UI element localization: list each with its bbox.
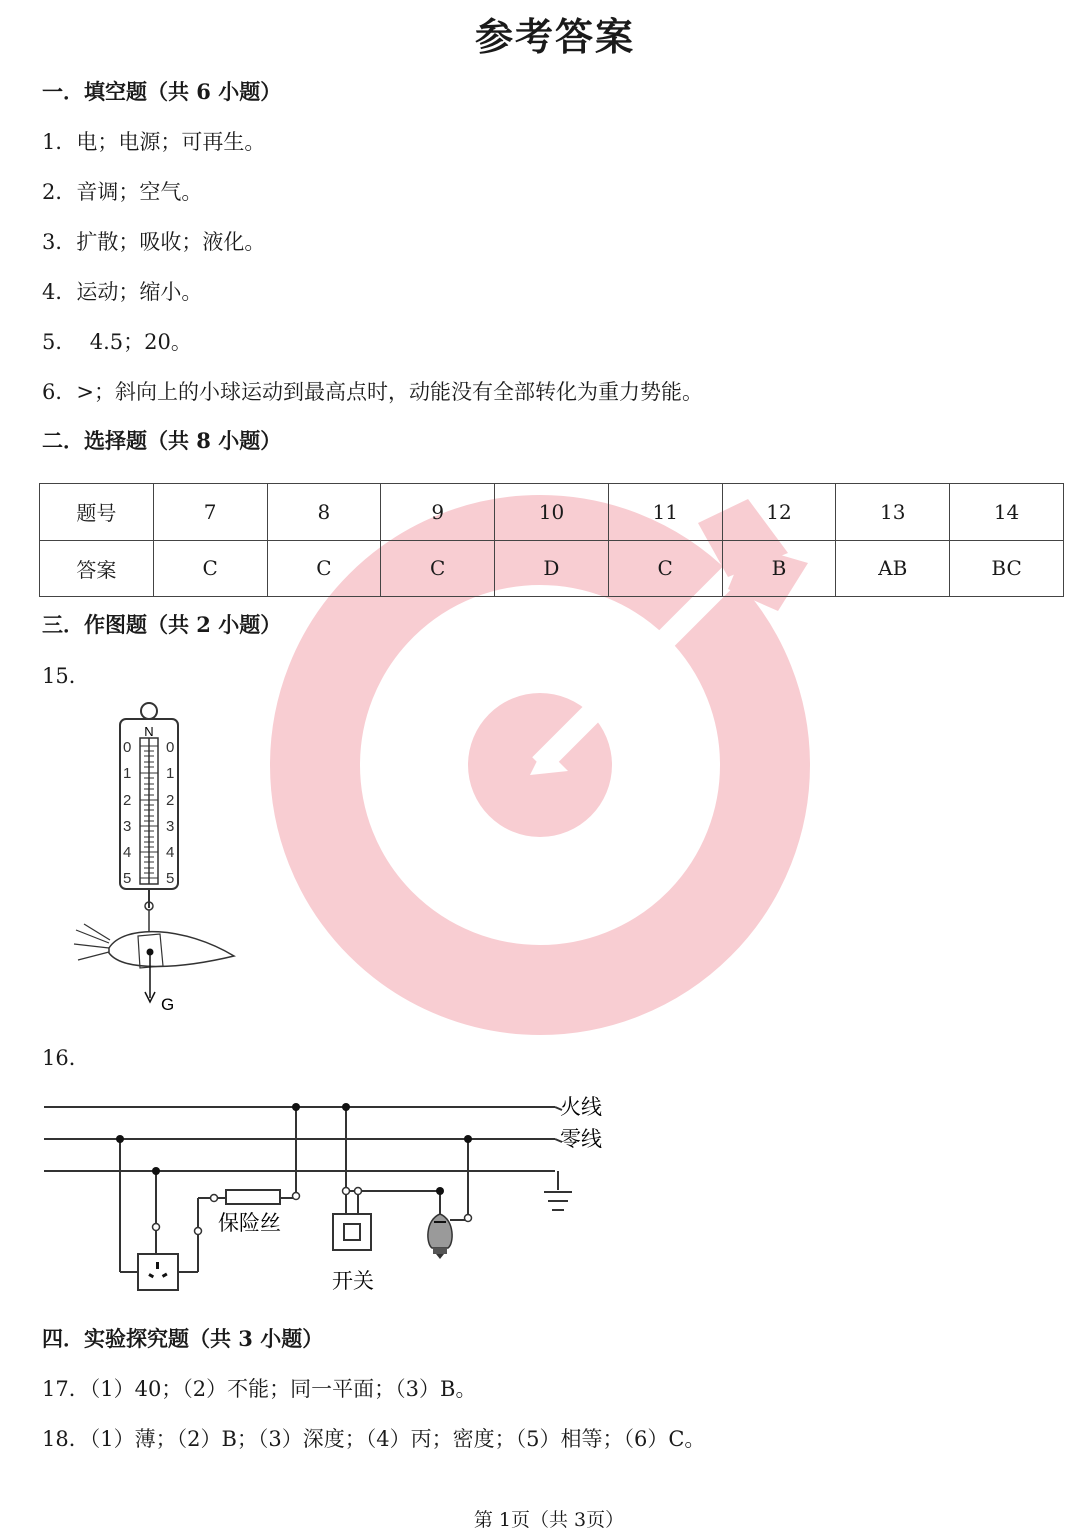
scale-tick-label: 3 bbox=[166, 818, 175, 835]
live-wire-label: 火线 bbox=[560, 1095, 602, 1119]
switch-label: 开关 bbox=[332, 1269, 374, 1293]
table-cell: 9 bbox=[381, 484, 495, 541]
scale-tick-label: 4 bbox=[123, 844, 132, 861]
table-cell: 13 bbox=[836, 484, 950, 541]
spring-scale-figure bbox=[64, 698, 244, 1028]
answer-6: 6．>；斜向上的小球运动到最高点时，动能没有全部转化为重力势能。 bbox=[42, 380, 703, 404]
scale-tick-label: 0 bbox=[166, 739, 175, 756]
page-title: 参考答案 bbox=[474, 14, 635, 59]
table-cell: 8 bbox=[267, 484, 381, 541]
question-16-number: 16． bbox=[42, 1046, 90, 1070]
bulb-icon bbox=[428, 1214, 452, 1259]
answer-17: 17．（1）40；（2）不能；同一平面；（3）B。 bbox=[42, 1377, 477, 1401]
scale-tick-label: 5 bbox=[123, 870, 132, 887]
answer-5: 5． 4.5；20。 bbox=[42, 330, 192, 354]
scale-tick-label: 3 bbox=[123, 818, 132, 835]
answer-2: 2．音调；空气。 bbox=[42, 180, 203, 204]
table-row-answers bbox=[40, 540, 1064, 597]
answer-1: 1．电；电源；可再生。 bbox=[42, 130, 266, 154]
scale-tick-label: 1 bbox=[123, 765, 132, 782]
table-cell: C bbox=[267, 540, 381, 597]
table-cell: C bbox=[153, 540, 267, 597]
section4-heading: 四．实验探究题（共 3 小题） bbox=[42, 1326, 324, 1351]
table-cell: D bbox=[495, 540, 609, 597]
question-15-number: 15． bbox=[42, 664, 90, 688]
table-cell: BC bbox=[950, 540, 1064, 597]
table-cell: 14 bbox=[950, 484, 1064, 541]
table-cell: 12 bbox=[722, 484, 836, 541]
choice-answer-table bbox=[39, 483, 1064, 597]
table-row-question-numbers bbox=[40, 484, 1064, 541]
table-cell: 10 bbox=[495, 484, 609, 541]
answer-3: 3．扩散；吸收；液化。 bbox=[42, 230, 266, 254]
table-cell: C bbox=[608, 540, 722, 597]
answer-4: 4．运动；缩小。 bbox=[42, 280, 203, 304]
scale-tick-label: 1 bbox=[166, 765, 175, 782]
scale-tick-label: 4 bbox=[166, 844, 175, 861]
table-cell: 答案 bbox=[40, 540, 154, 597]
neutral-wire-label: 零线 bbox=[560, 1127, 602, 1151]
table-cell: AB bbox=[836, 540, 950, 597]
table-cell: 7 bbox=[153, 484, 267, 541]
fuse-label: 保险丝 bbox=[218, 1211, 281, 1235]
household-circuit-figure bbox=[40, 1088, 620, 1303]
gravity-label: G bbox=[161, 995, 175, 1014]
scale-tick-label: 2 bbox=[166, 792, 175, 809]
section2-heading: 二．选择题（共 8 小题） bbox=[42, 428, 282, 453]
answer-18: 18．（1）薄；（2）B；（3）深度；（4）丙；密度；（5）相等；（6）C。 bbox=[42, 1427, 706, 1451]
table-cell: C bbox=[381, 540, 495, 597]
table-cell: 题号 bbox=[40, 484, 154, 541]
scale-unit-label: N bbox=[144, 724, 154, 739]
table-cell: 11 bbox=[608, 484, 722, 541]
page-footer: 第 1页（共 3页） bbox=[473, 1509, 625, 1531]
section3-heading: 三．作图题（共 2 小题） bbox=[42, 612, 282, 637]
scale-tick-label: 2 bbox=[123, 792, 132, 809]
scale-tick-label: 0 bbox=[123, 739, 132, 756]
section1-heading: 一．填空题（共 6 小题） bbox=[42, 79, 282, 104]
table-cell: B bbox=[722, 540, 836, 597]
scale-tick-label: 5 bbox=[166, 870, 175, 887]
